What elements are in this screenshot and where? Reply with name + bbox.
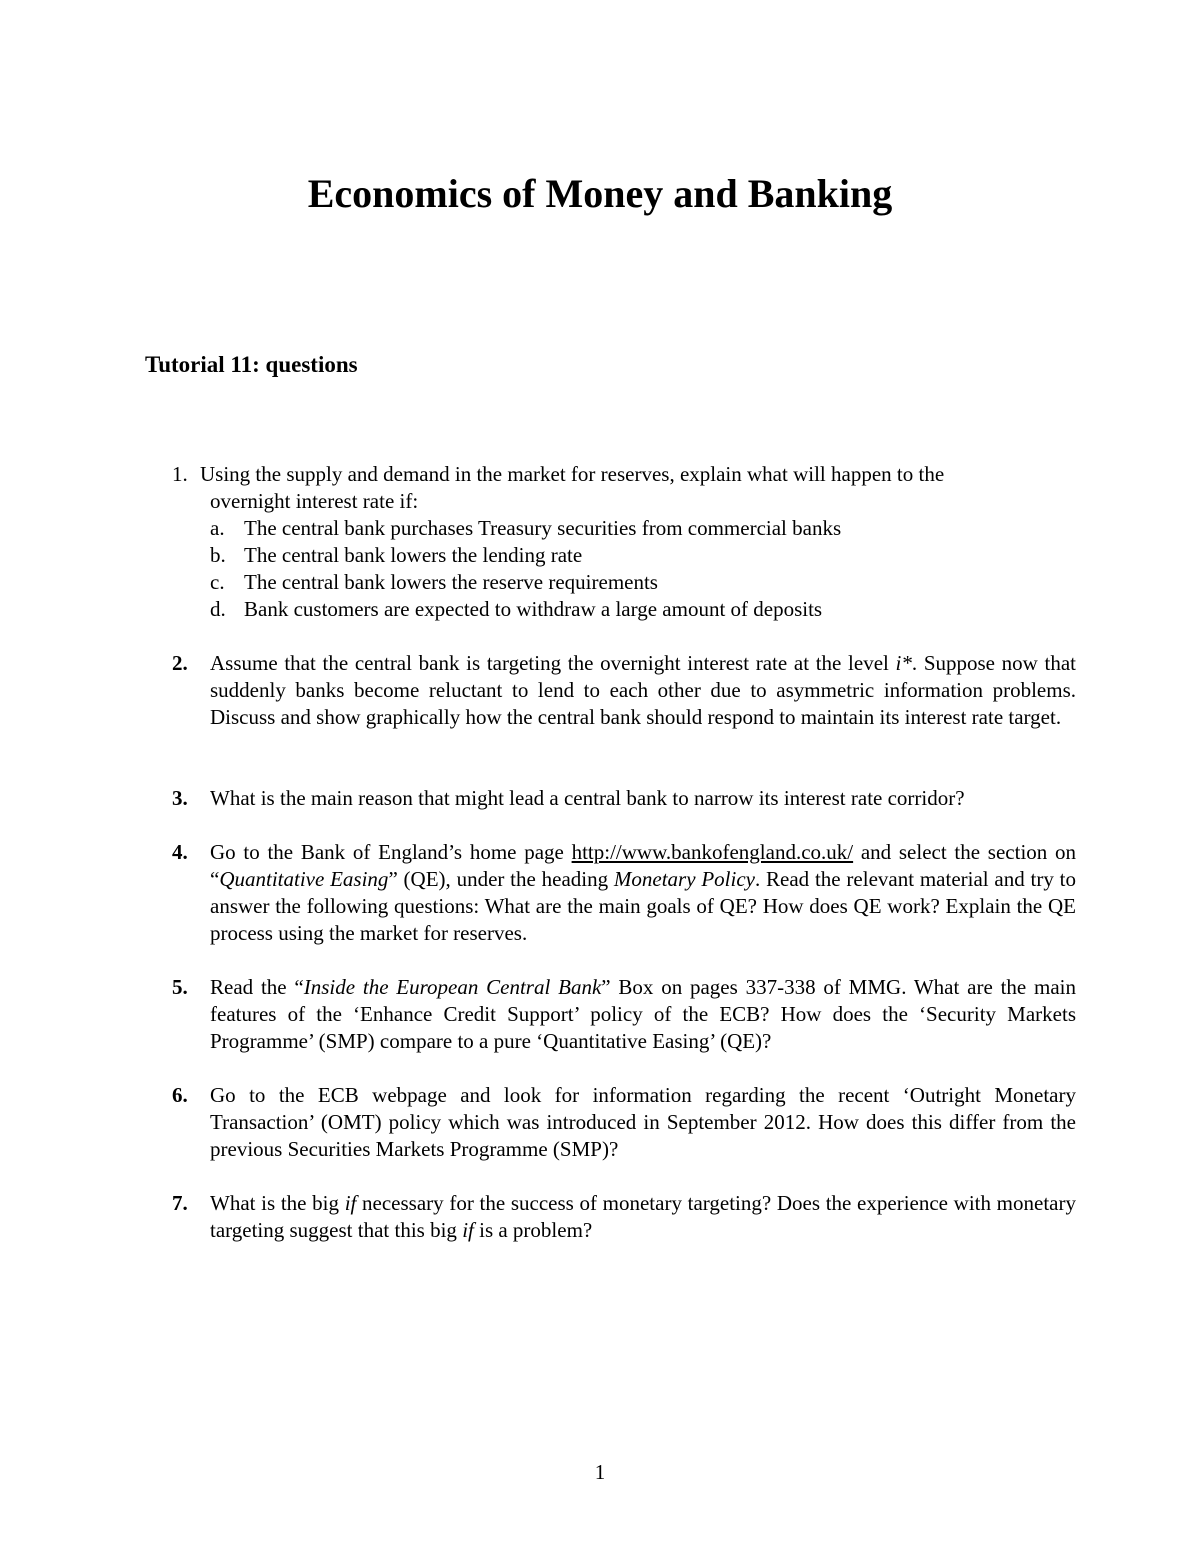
question-number: 4.	[172, 840, 188, 864]
question-3	[172, 785, 1076, 812]
emphasis-text: Inside the European Central Bank	[303, 975, 602, 999]
question-7	[172, 1190, 1076, 1244]
emphasis-text: Quantitative Easing	[219, 867, 389, 891]
question-body	[210, 650, 1076, 731]
sub-question	[210, 596, 1076, 623]
question-text: . Read the relevant material and try to answer the following questions: What are the main goals of QE? How does QE work? Explain the QE process using the market for reserves.	[210, 867, 1076, 945]
question-text: Go to the Bank of England’s home page	[210, 840, 572, 864]
interest-rate-variable: i*	[895, 651, 912, 675]
tutorial-heading: Tutorial 11: questions	[145, 352, 358, 377]
sub-question-text: The central bank lowers the reserve requirements	[244, 570, 658, 594]
bank-of-england-link[interactable]: http://www.bankofengland.co.uk/	[571, 840, 854, 864]
question-text: ” (QE), under the heading	[388, 867, 614, 891]
question-4	[172, 839, 1076, 947]
question-body	[210, 839, 1076, 947]
sub-question-text: The central bank lowers the lending rate	[244, 543, 583, 567]
question-text: and select the section on “	[210, 840, 1077, 891]
question-text: . Suppose now that suddenly banks become reluctant to lend to each other due to asymmetric information problems. Discuss and show graphically how the central bank should respond to maintain its interest rate target.	[210, 651, 1077, 729]
question-number: 7.	[172, 1191, 188, 1215]
question-text: ” Box on pages 337-338 of MMG. What are the main features of the ‘Enhance Credit Support’ policy of the ECB? How does the ‘Security Markets Programme’ (SMP) compare to a pure ‘Quantitative Easing’ (QE)?	[210, 975, 1077, 1053]
sub-question-label: d.	[210, 597, 226, 621]
sub-question-label: b.	[210, 543, 226, 567]
question-6	[172, 1082, 1076, 1163]
emphasis-text: if	[462, 1218, 474, 1242]
question-text: is a problem?	[473, 1218, 593, 1242]
question-body	[210, 974, 1076, 1055]
emphasis-text: Monetary Policy	[613, 867, 755, 891]
question-number: 1.	[172, 462, 188, 486]
sub-question-label: a.	[210, 516, 225, 540]
sub-question	[210, 515, 1076, 542]
page-number: 1	[594, 1460, 606, 1484]
question-2	[172, 650, 1076, 731]
document-title: Economics of Money and Banking	[307, 171, 893, 216]
sub-question	[210, 569, 1076, 596]
question-text: Assume that the central bank is targeting the overnight interest rate at the level	[210, 651, 896, 675]
question-number: 2.	[172, 651, 188, 675]
question-5	[172, 974, 1076, 1055]
question-number: 3.	[172, 786, 188, 810]
question-text-line1: Using the supply and demand in the market for reserves, explain what will happen to the	[200, 462, 945, 486]
question-body: Go to the ECB webpage and look for information regarding the recent ‘Outright Monetary Transaction’ (OMT) policy which was introduced in September 2012. How does this differ from the previous Securities Markets Programme (SMP)?	[210, 1083, 1076, 1161]
question-number: 5.	[172, 975, 188, 999]
question-number: 6.	[172, 1083, 188, 1107]
sub-question-text: The central bank purchases Treasury securities from commercial banks	[244, 516, 842, 540]
sub-question-label: c.	[210, 570, 225, 594]
question-text: Read the “	[210, 975, 304, 999]
question-text: necessary for the success of monetary targeting? Does the experience with monetary targeting suggest that this big	[210, 1191, 1076, 1242]
question-text: What is the big	[210, 1191, 345, 1215]
question-text-line2: overnight interest rate if:	[210, 489, 419, 513]
question-1	[172, 461, 1076, 623]
sub-question-list	[210, 515, 1076, 623]
emphasis-text: if	[344, 1191, 357, 1215]
question-body	[200, 461, 1076, 515]
sub-question	[210, 542, 1076, 569]
question-body	[210, 1190, 1076, 1244]
question-body: What is the main reason that might lead a central bank to narrow its interest rate corridor?	[210, 786, 965, 810]
sub-question-text: Bank customers are expected to withdraw a large amount of deposits	[244, 597, 823, 621]
